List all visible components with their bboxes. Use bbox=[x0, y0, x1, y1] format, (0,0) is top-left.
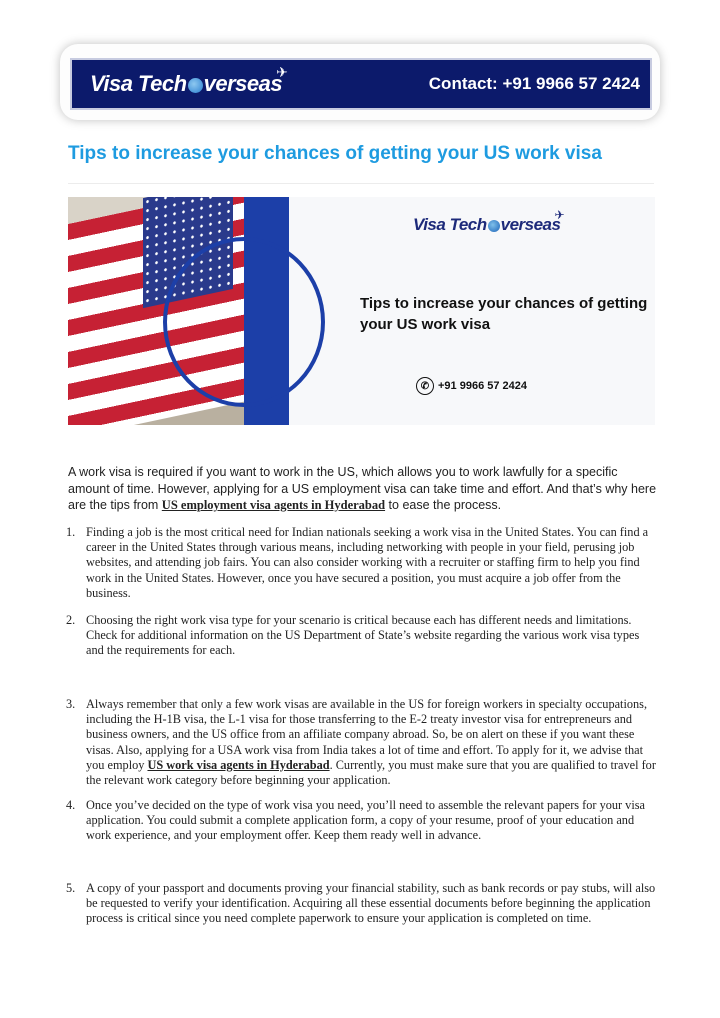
intro-text-end: to ease the process. bbox=[385, 498, 502, 512]
airplane-icon: ✈ bbox=[554, 208, 565, 222]
title-divider bbox=[68, 183, 654, 184]
hero-image bbox=[68, 197, 655, 425]
hero-phone-number: +91 9966 57 2424 bbox=[438, 380, 528, 392]
list-item bbox=[66, 881, 656, 927]
list-number: 5. bbox=[66, 881, 76, 895]
list-text-part: Always remember that only a few work visas are available in the US for foreign workers in specialty occupations, including the H-1B visa, the L-1 visa for those transferring to the E-2 treaty investor visa for entrepreneurs and business owners, and the US office from an affiliate company abroad. So, be on alert on these if you want these visas. Also, applying for a USA work visa from India takes a lot of time and effort. To apply for it, we advise that you employ bbox=[86, 697, 648, 772]
hero-contact bbox=[416, 377, 527, 395]
airplane-icon: ✈ bbox=[276, 63, 288, 80]
employment-visa-agents-link[interactable]: US employment visa agents in Hyderabad bbox=[161, 498, 386, 512]
list-text: A copy of your passport and documents proving your financial stability, such as bank records or pay stubs, will also be requested to verify your identification. Acquiring all these essential documents before beginning the application process is critical since you need complete paperwork to ensure your application is completed on time. bbox=[86, 881, 656, 926]
list-item bbox=[66, 798, 656, 844]
list-number: 1. bbox=[66, 525, 76, 539]
globe-icon bbox=[188, 78, 203, 93]
list-number: 4. bbox=[66, 798, 76, 812]
globe-icon bbox=[488, 220, 500, 232]
list-number: 3. bbox=[66, 697, 76, 711]
list-item bbox=[66, 525, 656, 601]
page-title: Tips to increase your chances of getting your US work visa bbox=[68, 143, 602, 164]
hero-heading: Tips to increase your chances of getting your US work visa bbox=[360, 295, 648, 333]
brand-logo[interactable] bbox=[90, 63, 288, 97]
list-text: Choosing the right work visa type for your scenario is critical because each has different needs and limitations. Check for additional information on the US Department of State’s website regarding the various work visa types and the requirements for each. bbox=[86, 613, 640, 658]
logo-prefix: Visa Tech bbox=[90, 71, 187, 96]
list-number: 2. bbox=[66, 613, 76, 627]
accent-ring bbox=[163, 237, 325, 407]
hero-logo-prefix: Visa Tech bbox=[413, 215, 487, 234]
list-text: Once you’ve decided on the type of work visa you need, you’ll need to assemble the relevant papers for your visa application. You could submit a complete application form, a copy of your resume, proof of your education and work experience, and your employment offer. Keep them ready well in advance. bbox=[86, 798, 645, 843]
list-text bbox=[86, 697, 656, 788]
intro-text: A work visa is required if you want to work in the US, which allows you to work lawfully for a specific amount of time. However, applying for a US employment visa can take time and effort. And that’s why here are the tips from bbox=[68, 465, 657, 512]
hero-logo-suffix: verseas bbox=[500, 215, 561, 234]
work-visa-agents-link[interactable]: US work visa agents in Hyderabad bbox=[147, 757, 330, 772]
hero-brand-logo bbox=[413, 208, 565, 235]
list-item bbox=[66, 697, 656, 788]
logo-suffix: verseas bbox=[203, 71, 283, 96]
contact-phone[interactable]: Contact: +91 9966 57 2424 bbox=[428, 74, 640, 93]
list-item bbox=[66, 613, 656, 659]
header-banner bbox=[70, 58, 652, 110]
phone-icon: ✆ bbox=[416, 377, 434, 395]
list-text-part: . Currently, you must make sure that you are qualified to travel for the relevant work category before beginning your application. bbox=[86, 757, 656, 788]
list-text: Finding a job is the most critical need for Indian nationals seeking a work visa in the United States. You can find a career in the United States through various means, including networking with people in your field, perusing job websites, and attending job fairs. You can also consider working with a recruiter or staffing firm to help you find work in the United States. However, once you have secured a position, you must acquire a job offer from the business. bbox=[86, 525, 649, 600]
intro-paragraph bbox=[68, 464, 658, 514]
